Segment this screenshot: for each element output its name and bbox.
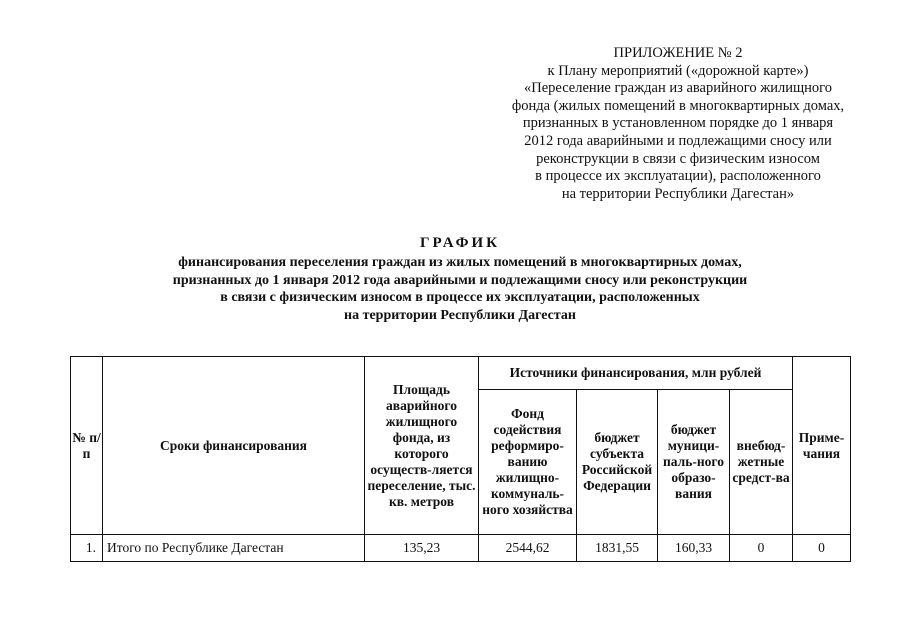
row-area: 135,23 <box>365 535 479 562</box>
subtitle-line: в связи с физическим износом в процессе их эксплуатации, расположенных <box>220 290 700 305</box>
document-title: ГРАФИК <box>419 235 501 251</box>
appendix-line: к Плану мероприятий («дорожной карте») <box>547 62 809 79</box>
appendix-line: 2012 года аварийными и подлежащими сносу или <box>524 132 832 149</box>
row-regional-budget: 1831,55 <box>577 535 658 562</box>
financing-table <box>70 356 851 562</box>
appendix-line: реконструкции в связи с физическим износом <box>536 150 820 167</box>
header-municipal-budget: бюджет муници-паль-ного образо-вания <box>658 390 730 535</box>
header-extrabudget: внебюд-жетные средст-ва <box>730 390 793 535</box>
appendix-line: в процессе их эксплуатации), расположенного <box>535 168 821 185</box>
header-num: № п/п <box>71 357 103 535</box>
row-extrabudget: 0 <box>730 535 793 562</box>
row-num: 1. <box>71 535 103 562</box>
appendix-line: ПРИЛОЖЕНИЕ № 2 <box>613 45 743 61</box>
table-row <box>71 535 851 562</box>
row-fund: 2544,62 <box>479 535 577 562</box>
appendix-line: признанных в установленном порядке до 1 января <box>522 115 834 132</box>
row-period: Итого по Республике Дагестан <box>103 535 365 562</box>
header-area: Площадь аварийного жилищного фонда, из которого осуществ-ляется переселение, тыс. кв. метров <box>365 357 479 535</box>
appendix-line: на территории Республики Дагестан» <box>561 185 795 202</box>
document-subtitle <box>110 254 810 324</box>
row-notes: 0 <box>793 535 851 562</box>
row-municipal-budget: 160,33 <box>658 535 730 562</box>
appendix-header <box>478 45 878 203</box>
header-notes: Приме-чания <box>793 357 851 535</box>
header-sources: Источники финансирования, млн рублей <box>479 357 793 390</box>
subtitle-line: признанных до 1 января 2012 года аварийными и подлежащими сносу или реконструкции <box>172 272 748 288</box>
header-fund: Фонд содействия реформиро-ванию жилищно-коммуналь-ного хозяйства <box>479 390 577 535</box>
appendix-line: «Переселение граждан из аварийного жилищного <box>523 80 833 97</box>
header-period: Сроки финансирования <box>103 357 365 535</box>
appendix-line: фонда (жилых помещений в многоквартирных домах, <box>511 97 845 114</box>
subtitle-line: финансирования переселения граждан из жилых помещений в многоквартирных домах, <box>178 255 742 270</box>
subtitle-line: на территории Республики Дагестан <box>344 307 576 323</box>
header-regional-budget: бюджет субъекта Российской Федерации <box>577 390 658 535</box>
